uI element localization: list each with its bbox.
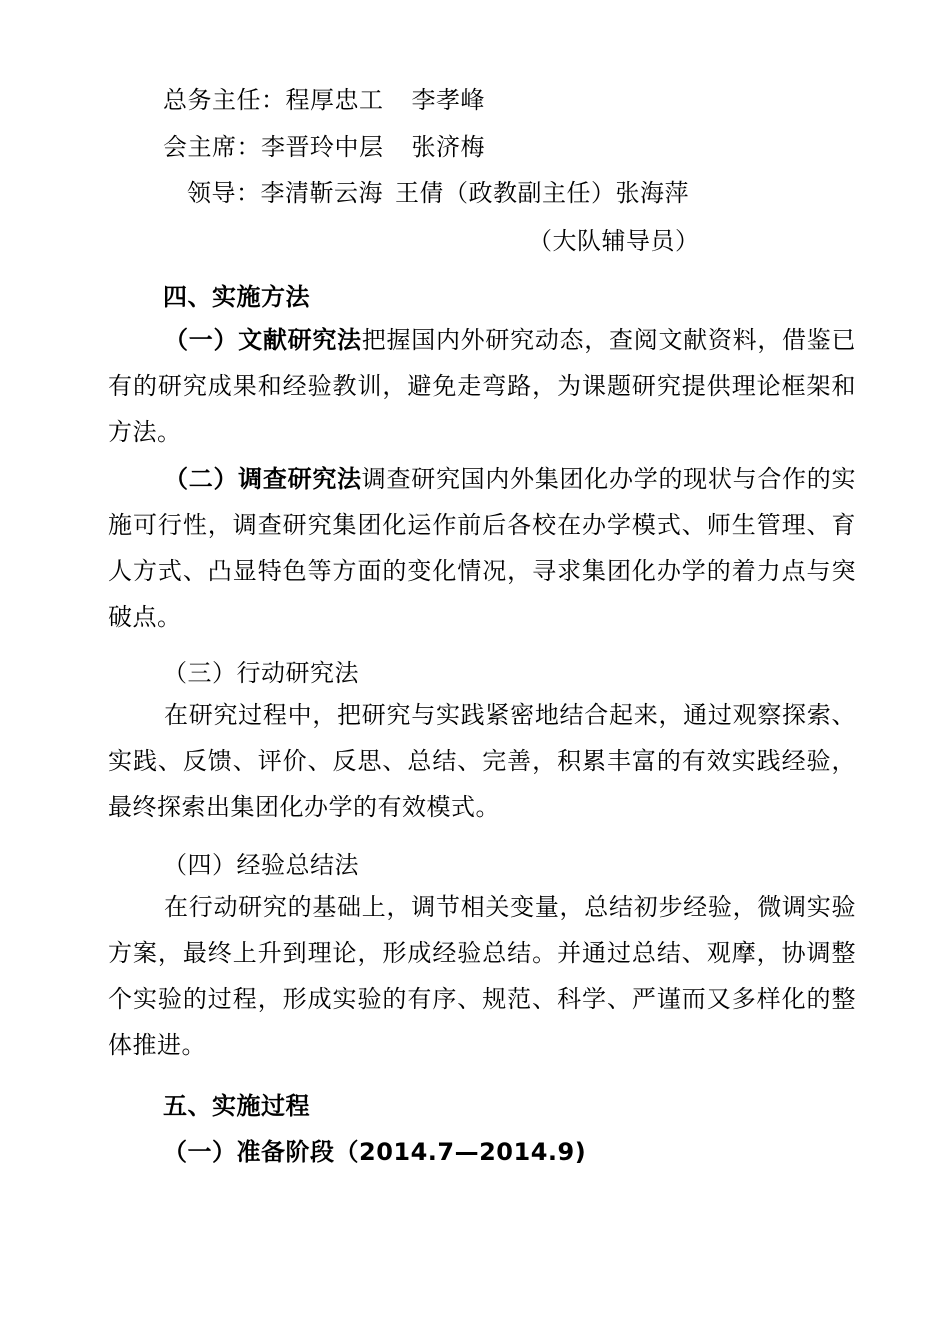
staff-names: 程厚忠工: [285, 86, 384, 114]
method-2-label: （二）调查研究法: [164, 465, 362, 493]
staff-names: 李晋玲中层: [261, 133, 384, 161]
staff-name: 张济梅: [411, 133, 485, 161]
staff-role: 总务主任：: [163, 86, 286, 114]
staff-line-4: （大队辅导员）: [528, 227, 700, 255]
staff-role: 会主席：: [163, 133, 261, 161]
staff-name: 李孝峰: [411, 86, 485, 114]
method-2-text: 调查研究国内外集团化办学的现状与合作的实施可行性，调查研究集团化运作前后各校在办学模式、师生管理、育人方式、凸显特色等方面的变化情况，寻求集团化办学的着力点与突破点。: [108, 465, 857, 631]
method-4-label: （四）经验总结法: [163, 851, 359, 879]
method-3-label: （三）行动研究法: [163, 659, 359, 687]
section-5-sub-1: （一）准备阶段（2014.7—2014.9): [163, 1138, 587, 1166]
method-1-paragraph: [108, 317, 856, 455]
staff-line-1: [163, 84, 485, 116]
staff-names: 李清靳云海: [260, 179, 383, 207]
method-4-text: 在行动研究的基础上，调节相关变量，总结初步经验，微调实验方案，最终上升到理论，形成经验总结。并通过总结、观摩，协调整个实验的过程，形成实验的有序、规范、科学、严谨而又多样化的整体推进。: [108, 893, 856, 1059]
method-1-label: （一）文献研究法: [164, 326, 362, 354]
method-3-text: 在研究过程中，把研究与实践紧密地结合起来，通过观察探索、实践、反馈、评价、反思、总结、完善，积累丰富的有效实践经验，最终探索出集团化办学的有效模式。: [108, 701, 856, 821]
staff-line-2: [163, 131, 485, 163]
method-2-paragraph: [108, 456, 856, 640]
method-1-text: 把握国内外研究动态，查阅文献资料，借鉴已有的研究成果和经验教训，避免走弯路，为课题研究提供理论框架和方法。: [108, 326, 857, 446]
staff-line-3: [187, 177, 689, 209]
section-heading-4: 四、实施方法: [163, 283, 310, 311]
section-heading-5: 五、实施过程: [163, 1092, 310, 1120]
staff-role: 领导：: [187, 179, 261, 207]
staff-name: 王倩（政教副主任）张海萍: [395, 179, 689, 207]
